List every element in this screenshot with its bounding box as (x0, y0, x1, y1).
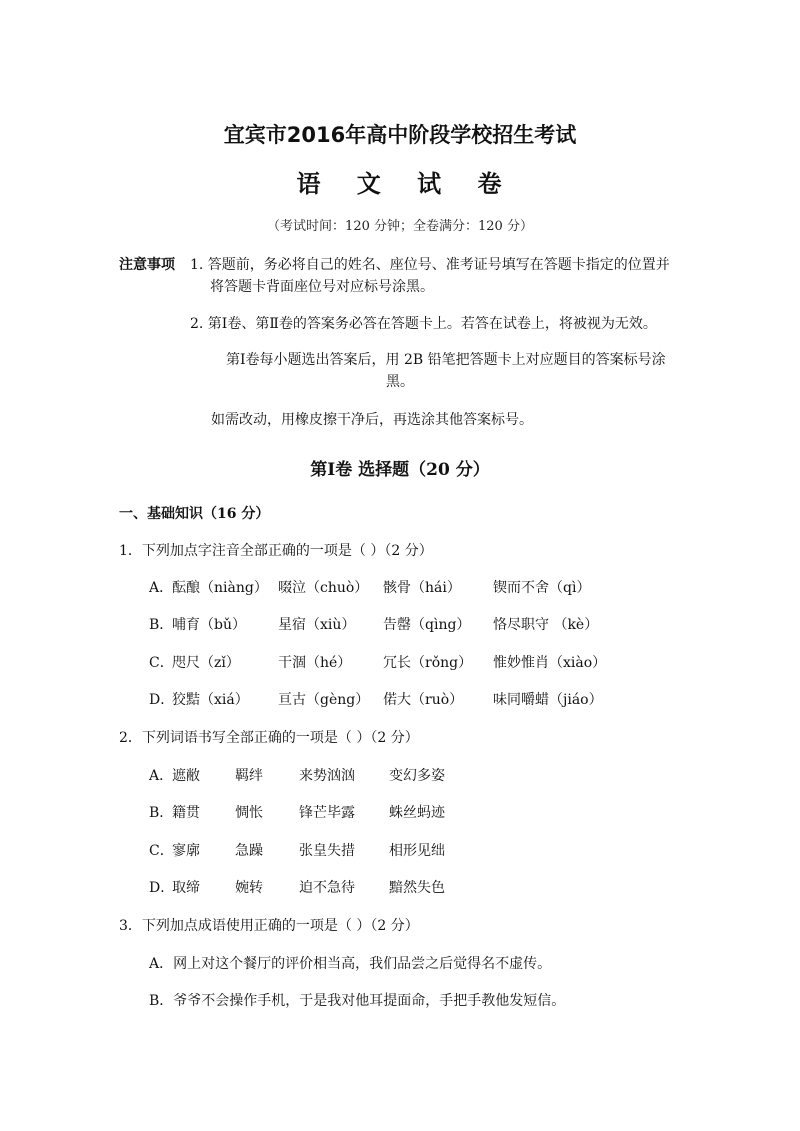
option-word: 张皇失措 (299, 843, 355, 859)
option-word: 取缔 (172, 880, 200, 896)
option-word: 锲而不舍（qì） (493, 580, 591, 596)
option-word: 变幻多姿 (389, 768, 445, 784)
option-word: 亘古（gèng） (278, 692, 370, 708)
question-1-stem: 1．下列加点字注音全部正确的一项是（ ）（2 分） (119, 543, 433, 559)
option-word: 恪尽职守 （kè） (493, 617, 599, 633)
option-word: 狡黠（xiá） (172, 692, 249, 708)
option-word: 酝酿（niàng） (172, 580, 268, 596)
option-word: 惟妙惟肖（xiào） (493, 655, 607, 671)
option-word: 锋芒毕露 (299, 805, 355, 821)
option-word: 哺育（bǔ） (172, 617, 246, 633)
exam-title: 宜宾市2016年高中阶段学校招生考试 (223, 123, 577, 147)
notice-item-2: 2. 第Ⅰ卷、第Ⅱ卷的答案务必答在答题卡上。若答在试卷上，将被视为无效。 (190, 316, 657, 332)
option-word: 来势汹汹 (299, 768, 355, 784)
option-label: D． (149, 880, 175, 896)
option-word: 冗长（rǒng） (383, 655, 473, 671)
option-word: 遮敝 (172, 768, 200, 784)
section-heading: 第Ⅰ卷 选择题（20 分） (310, 460, 490, 480)
notice-label: 注意事项 (119, 257, 175, 273)
notice-item-3-line-2: 黑。 (386, 374, 414, 390)
option-word: 羁绊 (235, 768, 263, 784)
option-word: 籍贯 (172, 805, 200, 821)
notice-item-4: 如需改动，用橡皮擦干净后，再选涂其他答案标号。 (211, 412, 533, 428)
notice-item-3-line-1: 第Ⅰ卷每小题选出答案后，用 2B 铅笔把答题卡上对应题目的答案标号涂 (226, 352, 666, 368)
option-word: 骸骨（hái） (383, 580, 461, 596)
option-word: 惆怅 (235, 805, 263, 821)
option-word: 迫不急待 (299, 880, 355, 896)
option-word: 咫尺（zǐ） (172, 655, 240, 671)
part-heading: 一、基础知识（16 分） (119, 506, 270, 522)
option-word: 婉转 (235, 880, 263, 896)
question-2-stem: 2．下列词语书写全部正确的一项是（ ）（2 分） (119, 730, 419, 746)
option-word: 寥廓 (172, 843, 200, 859)
option-label: A． (149, 580, 174, 596)
option-word: 蛛丝蚂迹 (389, 805, 445, 821)
option-word: 干涸（hé） (278, 655, 352, 671)
option-word: 告罄（qìng） (383, 617, 471, 633)
option-word: 星宿（xiù） (278, 617, 356, 633)
paper-subtitle: 语 文 试 卷 (296, 169, 516, 198)
option-label: A． (149, 768, 174, 784)
option-label: B． (149, 617, 174, 633)
option-word: 偌大（ruò） (383, 692, 464, 708)
option-word: 味同嚼蜡（jiáo） (493, 692, 603, 708)
option-word: 相形见绌 (389, 843, 445, 859)
question-3-stem: 3．下列加点成语使用正确的一项是（ ）（2 分） (119, 918, 419, 934)
option-word: 黯然失色 (389, 880, 445, 896)
exam-meta: （考试时间：120 分钟；全卷满分：120 分） (267, 219, 533, 234)
notice-item-1-line-2: 将答题卡背面座位号对应标号涂黑。 (210, 279, 434, 295)
option-label: B． (149, 805, 174, 821)
option-word: 啜泣（chuò） (278, 580, 369, 596)
option-label: C． (149, 655, 174, 671)
notice-item-1-line-1: 1. 答题前，务必将自己的姓名、座位号、准考证号填写在答题卡指定的位置并 (190, 257, 670, 273)
option-label: C． (149, 843, 174, 859)
question-3-option-a: A．网上对这个餐厅的评价相当高，我们品尝之后觉得名不虚传。 (149, 956, 552, 972)
option-word: 急躁 (235, 843, 263, 859)
option-label: D． (149, 692, 175, 708)
question-3-option-b: B．爷爷不会操作手机，于是我对他耳提面命，手把手教他发短信。 (149, 993, 566, 1009)
